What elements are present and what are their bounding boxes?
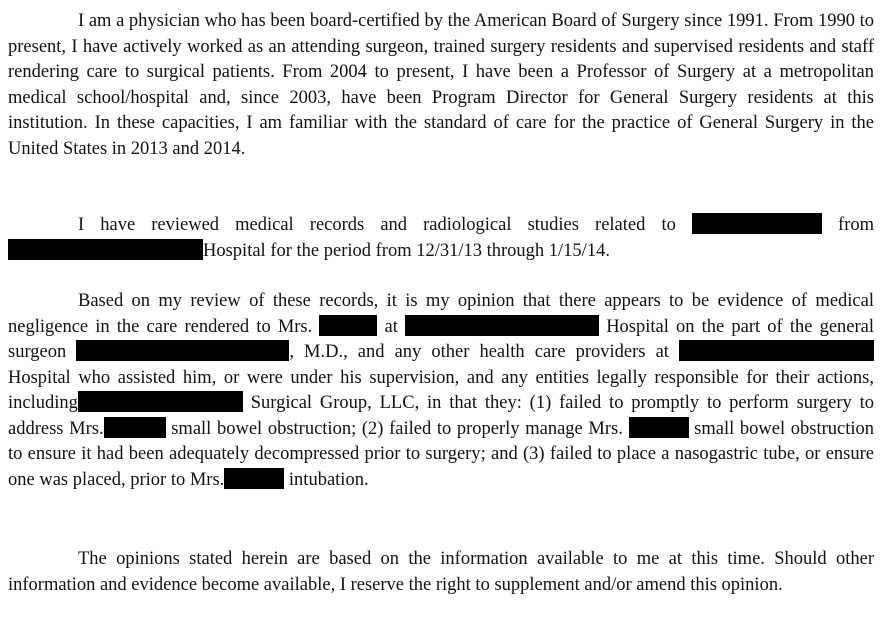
opinion-text-8: small bowel obstruction to ensure it had been adequately decompressed prior to surgery; and (3) failed to place a nasogastric tube, or ensure one was placed, prior to Mrs. (8, 418, 874, 490)
qualifications-paragraph (8, 9, 874, 162)
records-review-text: I have reviewed medical records and radiological studies related to (78, 215, 676, 235)
records-review-period: Hospital for the period from 12/31/13 through 1/15/14. (203, 240, 610, 261)
opinion-paragraph (8, 289, 874, 493)
opinion-text-5: Hospital who assisted him, or were under his supervision, and any entities legally responsible for their actions, including (8, 367, 874, 413)
redaction-patient-name (104, 417, 166, 438)
opinion-text-3: Hospital on the part of the general surgeon (8, 316, 875, 362)
opinion-text-7: small bowel obstruction; (2) failed to properly manage Mrs. (171, 418, 623, 439)
redaction-patient-name (319, 315, 377, 336)
qualifications-text: 1991. From 1990 to present, I have actively worked as an attending surgeon, trained surgery residents and supervised residents and staff rendering care to surgical patients. From 2004 to present, I have been a Professor of Surgery at a metropolitan medical school/hospital and, since 2003, have been Program Director for General Surgery residents at this institution. In these capacities, I am familiar with the standard of care for the practice of General Surgery in the United States in 2013 and 2014. (8, 11, 874, 159)
reservation-paragraph (8, 547, 874, 598)
opinion-text-6: Surgical Group, LLC, in that they: (1) failed to promptly to perform surgery to address Mrs. (8, 393, 874, 439)
redaction-patient-name (692, 213, 822, 234)
redaction-hospital-name (679, 340, 874, 361)
opinion-text-2: at (384, 316, 398, 337)
records-review-paragraph (8, 213, 874, 264)
opinion-text-9: intubation. (288, 469, 369, 490)
redaction-patient-name (224, 468, 284, 489)
records-review-from: from (838, 215, 875, 235)
redaction-patient-name (629, 417, 689, 438)
opinion-text-4: , M.D., and any other health care providers at (289, 342, 669, 362)
redaction-group-name (78, 391, 243, 412)
redaction-surgeon-name (76, 340, 289, 361)
reservation-text: The opinions stated herein are based on the information available to me at this time. Should other information and evidence become available, I reserve the right to supplement and/or amend this opinion. (8, 549, 874, 595)
qualifications-text-line1: I am a physician who has been board-certified by the American Board of Surgery since (78, 11, 723, 31)
opinion-text-1: Based on my review of these records, it is my opinion that there appears to be evidence of medical negligence in the care rendered to Mrs. (8, 291, 874, 337)
redaction-hospital-name (8, 239, 203, 260)
redaction-hospital-name (405, 315, 599, 336)
